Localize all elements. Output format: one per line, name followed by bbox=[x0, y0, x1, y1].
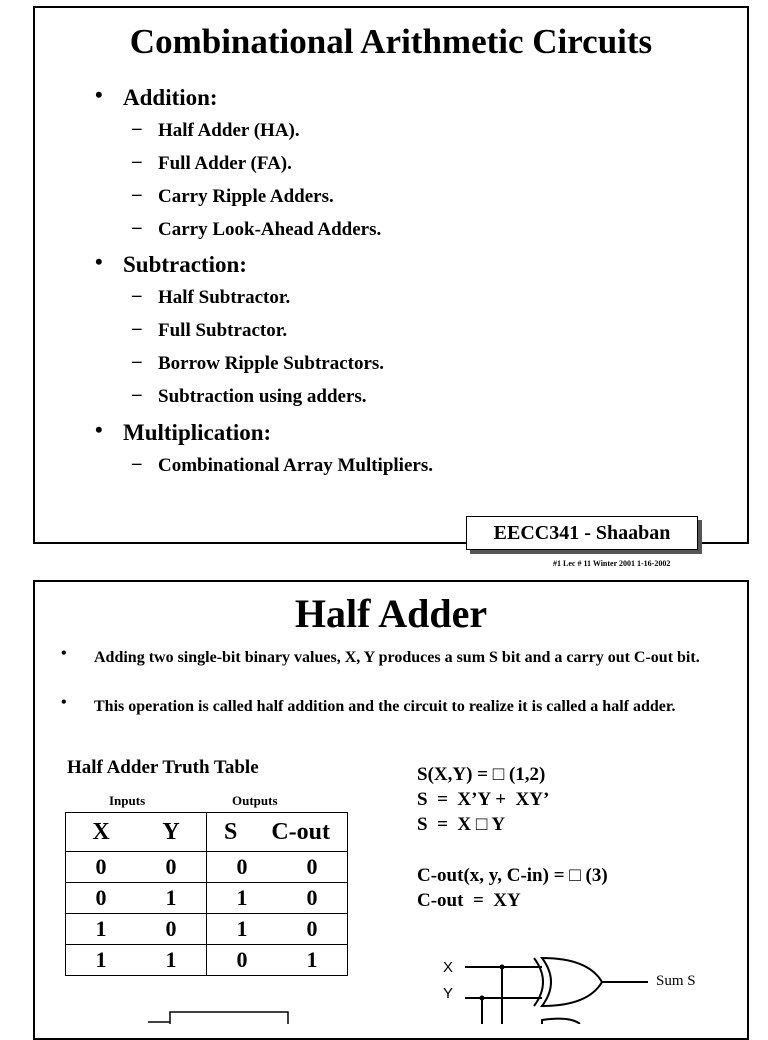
cell-x: 1 bbox=[95, 916, 107, 941]
cell-cout: 0 bbox=[306, 885, 318, 910]
section-heading: Multiplication: bbox=[123, 420, 272, 445]
list-item bbox=[132, 151, 292, 175]
and-gate-partial bbox=[542, 1019, 580, 1024]
truth-table-caption: Half Adder Truth Table bbox=[67, 757, 259, 778]
outputs-cell bbox=[207, 914, 348, 945]
table-row bbox=[66, 852, 348, 883]
list-item bbox=[132, 217, 382, 241]
junction-dot bbox=[480, 996, 485, 1001]
list-item-text: Half Adder (HA). bbox=[158, 120, 300, 141]
section-addition bbox=[95, 82, 218, 111]
bullet-text: Adding two single-bit binary values, X, Y produces a sum S bit and a carry out C-out bit. bbox=[94, 649, 700, 666]
outputs-label: Outputs bbox=[232, 793, 278, 808]
cell-y: 0 bbox=[165, 916, 177, 941]
list-item-text: Combinational Array Multipliers. bbox=[158, 455, 433, 476]
section-multiplication bbox=[95, 417, 272, 446]
slide-title: Combinational Arithmetic Circuits bbox=[129, 22, 653, 61]
sum-xor-expression: S = X □ Y bbox=[417, 814, 506, 835]
cell-s: 1 bbox=[236, 916, 248, 941]
header-y: Y bbox=[162, 818, 180, 845]
section-subtraction bbox=[95, 249, 247, 278]
section-heading: Subtraction: bbox=[123, 252, 247, 277]
list-item-text: Borrow Ripple Subtractors. bbox=[158, 353, 385, 374]
list-item bbox=[132, 318, 288, 342]
cell-cout: 0 bbox=[306, 916, 318, 941]
dash-icon: – bbox=[132, 351, 142, 372]
bullet-icon: • bbox=[95, 249, 103, 274]
inputs-label: Inputs bbox=[109, 793, 146, 808]
sum-output-label: Sum S bbox=[656, 973, 696, 989]
cell-s: 0 bbox=[236, 854, 248, 879]
dash-icon: – bbox=[132, 118, 142, 139]
list-item bbox=[132, 384, 367, 408]
cell-y: 1 bbox=[165, 947, 177, 972]
cell-x: 0 bbox=[95, 885, 107, 910]
junction-dot bbox=[500, 965, 505, 970]
dash-icon: – bbox=[132, 184, 142, 205]
header-s: S bbox=[223, 818, 238, 845]
list-item-text: Carry Ripple Adders. bbox=[158, 186, 334, 207]
inputs-cell bbox=[66, 852, 207, 883]
list-item-text: Full Adder (FA). bbox=[158, 153, 292, 174]
cell-s: 0 bbox=[236, 947, 248, 972]
list-item-text: Half Subtractor. bbox=[158, 287, 291, 308]
slide-title: Half Adder bbox=[294, 591, 488, 636]
inputs-cell bbox=[66, 945, 207, 976]
xor-gate-body bbox=[542, 958, 602, 1006]
slide-footnote: #1 Lec # 11 Winter 2001 1-16-2002 bbox=[553, 559, 671, 568]
inputs-header-cell bbox=[66, 813, 207, 852]
bullet-text: This operation is called half addition and the circuit to realize it is called a half adder. bbox=[94, 698, 676, 715]
bullet-icon: • bbox=[95, 82, 103, 107]
bullet-paragraph bbox=[61, 696, 721, 718]
gate-input-x-label: X bbox=[443, 959, 454, 976]
list-item bbox=[132, 453, 433, 477]
gate-input-y-label: Y bbox=[443, 985, 454, 1002]
table-row bbox=[66, 883, 348, 914]
table-row bbox=[66, 914, 348, 945]
list-item-text: Full Subtractor. bbox=[158, 320, 288, 341]
outputs-cell bbox=[207, 945, 348, 976]
bullet-icon: • bbox=[95, 417, 103, 442]
inputs-cell bbox=[66, 883, 207, 914]
cell-x: 0 bbox=[95, 854, 107, 879]
bullet-icon: • bbox=[61, 645, 67, 662]
section-heading: Addition: bbox=[123, 85, 218, 110]
table-row bbox=[66, 945, 348, 976]
half-adder-block-partial bbox=[130, 1008, 330, 1024]
carry-expression: C-out = XY bbox=[417, 890, 521, 911]
header-x: X bbox=[92, 818, 110, 845]
list-item-text: Carry Look-Ahead Adders. bbox=[158, 219, 382, 240]
dash-icon: – bbox=[132, 217, 142, 238]
sum-minterm-equation: S(X,Y) = □ (1,2) bbox=[417, 764, 546, 785]
cell-cout: 0 bbox=[306, 854, 318, 879]
sum-expression: S = X’Y + XY’ bbox=[417, 789, 550, 810]
table-header-row bbox=[66, 813, 348, 852]
dash-icon: – bbox=[132, 384, 142, 405]
dash-icon: – bbox=[132, 285, 142, 306]
bullet-paragraph bbox=[61, 647, 721, 669]
list-item bbox=[132, 184, 334, 208]
footer-course-label: EECC341 - Shaaban bbox=[466, 516, 698, 550]
cell-cout: 1 bbox=[306, 947, 318, 972]
outputs-cell bbox=[207, 883, 348, 914]
truth-table bbox=[65, 812, 348, 976]
dash-icon: – bbox=[132, 318, 142, 339]
bullet-icon: • bbox=[61, 694, 67, 711]
dash-icon: – bbox=[132, 453, 142, 474]
cell-x: 1 bbox=[95, 947, 107, 972]
cell-y: 1 bbox=[165, 885, 177, 910]
outputs-cell bbox=[207, 852, 348, 883]
cell-y: 0 bbox=[165, 854, 177, 879]
carry-minterm-equation: C-out(x, y, C-in) = □ (3) bbox=[417, 865, 608, 886]
outputs-header-cell bbox=[207, 813, 348, 852]
dash-icon: – bbox=[132, 151, 142, 172]
list-item bbox=[132, 351, 385, 375]
header-cout: C-out bbox=[271, 818, 330, 845]
cell-s: 1 bbox=[236, 885, 248, 910]
list-item-text: Subtraction using adders. bbox=[158, 386, 367, 407]
list-item bbox=[132, 118, 300, 142]
list-item bbox=[132, 285, 291, 309]
inputs-cell bbox=[66, 914, 207, 945]
